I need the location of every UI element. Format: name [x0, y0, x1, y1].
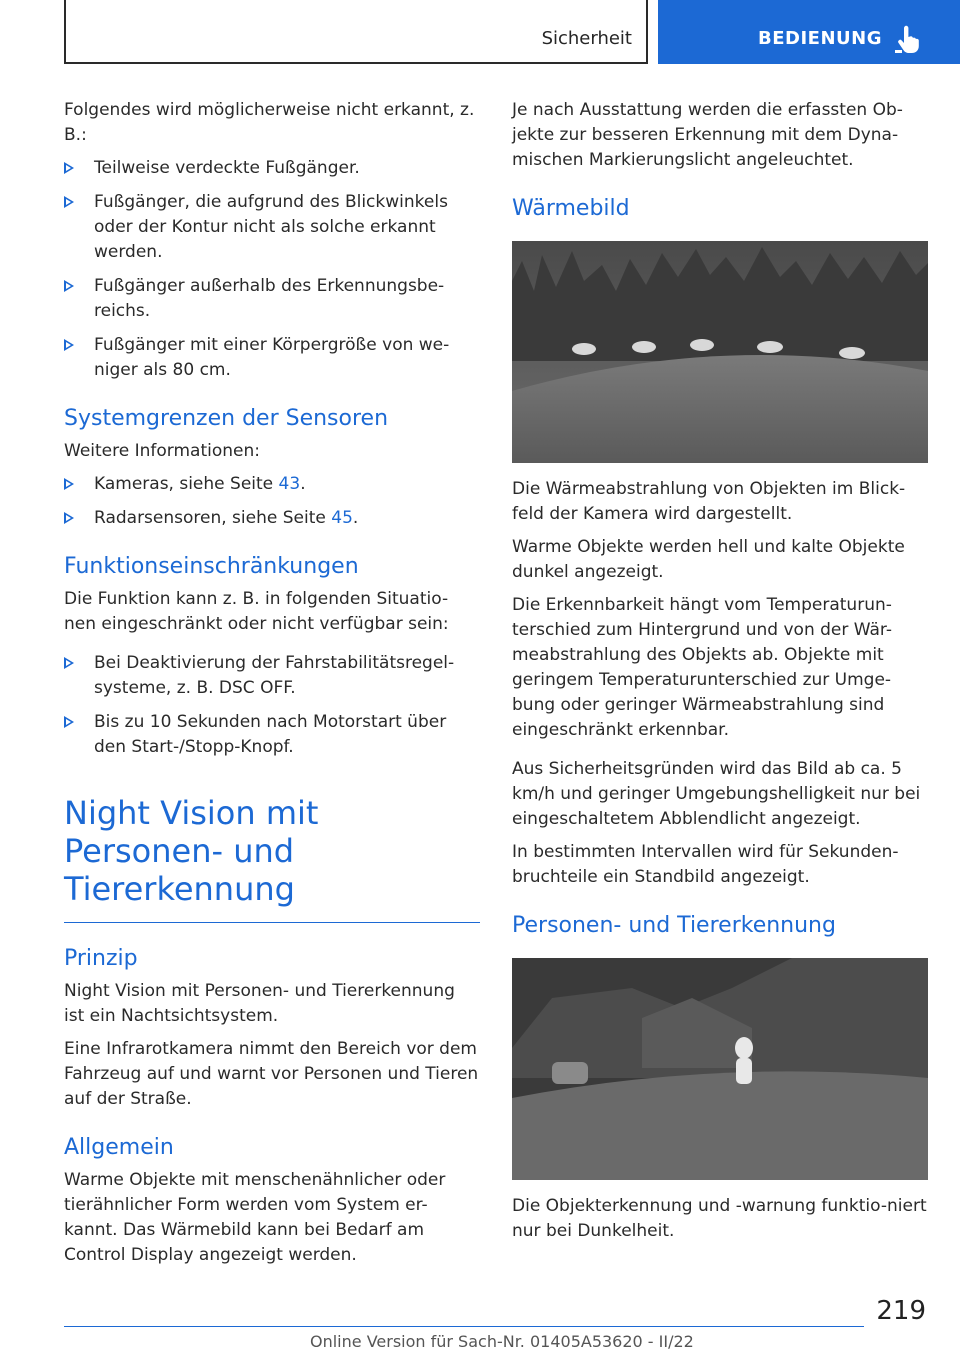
list-item: Fußgänger mit einer Körpergröße von we-niger als 80 cm. [64, 333, 480, 383]
bullet-triangle-icon [64, 162, 74, 174]
principle-text-1: Night Vision mit Personen- und Tiererkennung ist ein Nachtsichtsystem. [64, 981, 455, 1026]
principle-heading: Prinzip [64, 946, 138, 971]
bullet-triangle-icon [64, 478, 74, 490]
chapter-title: Night Vision mit Personen- und Tiererkennung [64, 794, 480, 923]
list-item: Bei Deaktivierung der Fahrstabilitätsregel-systeme, z. B. DSC OFF. [64, 651, 480, 701]
sensors-text: Weitere Informationen: [64, 441, 260, 461]
intro-text: Folgendes wird möglicherweise nicht erkannt, z. B.: [64, 100, 475, 145]
recognition-text: Die Objekterkennung und -warnung funktio-niert nur bei Dunkelheit. [512, 1196, 927, 1241]
thermal-image-animals [512, 241, 928, 463]
bullet-triangle-icon [64, 716, 74, 728]
header-chapter-tab[interactable] [658, 0, 960, 64]
principle-text-2: Eine Infrarotkamera nimmt den Bereich vor dem Fahrzeug auf und warnt vor Personen und Tieren auf der Straße. [64, 1039, 479, 1109]
sensors-list [64, 472, 480, 531]
footer-divider [64, 1326, 864, 1327]
list-item: Fußgänger außerhalb des Erkennungsbe-reichs. [64, 274, 480, 324]
general-text: Warme Objekte mit menschenähnlicher oder tierähnlicher Form werden vom System er-kannt. Das Wärmebild kann bei Bedarf am Control Display angezeigt werden. [64, 1170, 446, 1265]
left-column [64, 98, 480, 1276]
list-item: Kameras, siehe Seite 43. [64, 472, 480, 497]
thermal-text-1: Die Wärmeabstrahlung von Objekten im Blick-feld der Kamera wird dargestellt. [512, 479, 906, 524]
page-link-cameras[interactable]: 43 [278, 474, 301, 494]
thermal-heading: Wärmebild [512, 196, 630, 221]
list-item: Teilweise verdeckte Fußgänger. [64, 156, 480, 181]
page-number: 219 [876, 1296, 926, 1326]
thermal-image-pedestrian [512, 958, 928, 1180]
bullet-triangle-icon [64, 339, 74, 351]
sensors-heading: Systemgrenzen der Sensoren [64, 406, 389, 431]
header-chapter-label: BEDIENUNG [758, 28, 882, 49]
bullet-triangle-icon [64, 196, 74, 208]
header-section-title: Sicherheit [541, 28, 632, 49]
bullet-triangle-icon [64, 512, 74, 524]
page-link-radar[interactable]: 45 [331, 508, 353, 528]
thermal-text-5: In bestimmten Intervallen wird für Sekunden-bruchteile ein Standbild angezeigt. [512, 842, 899, 887]
list-item: Fußgänger, die aufgrund des Blickwinkels oder der Kontur nicht als solche erkannt werden. [64, 190, 480, 265]
thermal-text-4: Aus Sicherheitsgründen wird das Bild ab ca. 5 km/h und geringer Umgebungshelligkeit nur bei eingeschaltetem Abblendlicht angezeigt. [512, 759, 921, 829]
header-section-box [64, 0, 648, 64]
recognition-heading: Personen- und Tiererkennung [512, 913, 836, 938]
bullet-triangle-icon [64, 280, 74, 292]
hand-pointer-icon [894, 24, 922, 54]
thermal-text-3: Die Erkennbarkeit hängt vom Temperaturun-terschied zum Hintergrund und von der Wär-meabstrahlung des Objekts ab. Objekte mit geringem Temperaturunterschied zur Umge-bung oder geringer Wärmeabstrahlung sind eingeschränkt erkennbar. [512, 595, 892, 740]
thermal-text-2: Warme Objekte werden hell und kalte Objekte dunkel angezeigt. [512, 537, 905, 582]
limits-heading: Funktionseinschränkungen [64, 554, 359, 579]
list-item: Bis zu 10 Sekunden nach Motorstart über den Start-/Stopp-Knopf. [64, 710, 480, 760]
marking-light-text: Je nach Ausstattung werden die erfassten Ob-jekte zur besseren Erkennung mit dem Dyna-mischen Markierungslicht angeleuchtet. [512, 100, 903, 170]
limits-text: Die Funktion kann z. B. in folgenden Situatio-nen eingeschränkt oder nicht verfügbar sein: [64, 589, 449, 634]
right-column [512, 98, 928, 1252]
limits-list [64, 651, 480, 760]
footer-text: Online Version für Sach-Nr. 01405A53620 - II/22 [310, 1332, 694, 1351]
list-item: Radarsensoren, siehe Seite 45. [64, 506, 480, 531]
general-heading: Allgemein [64, 1135, 174, 1160]
bullet-triangle-icon [64, 657, 74, 669]
not-detected-list [64, 156, 480, 383]
